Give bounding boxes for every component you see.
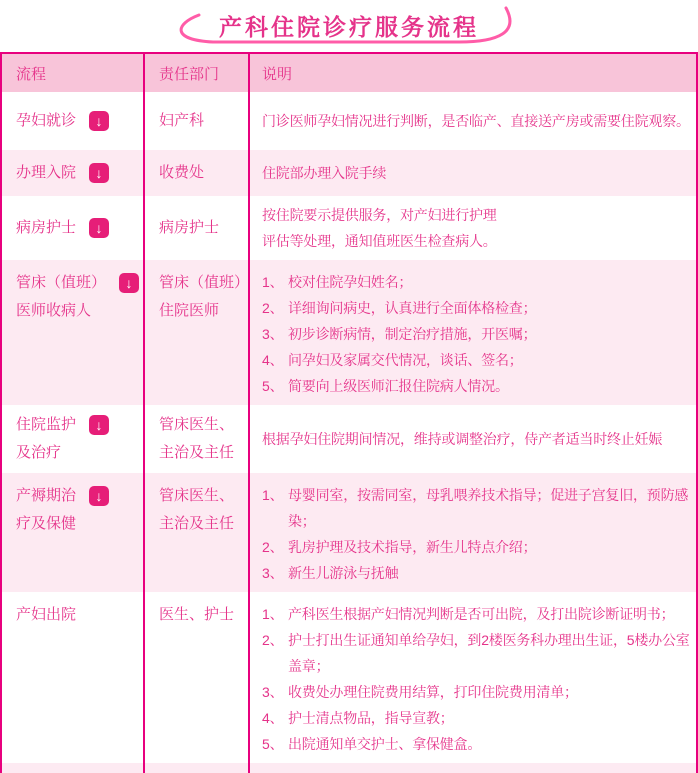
table-row — [2, 592, 696, 763]
description-item-number: 1、 — [262, 606, 284, 622]
department-cell — [145, 196, 250, 260]
description-item-text: 新生儿游泳与抚触 — [288, 565, 399, 581]
table-row — [2, 150, 696, 196]
down-arrow-icon: ↓ — [89, 218, 109, 238]
department-cell — [145, 92, 250, 150]
description-cell — [250, 260, 696, 405]
department-cell — [145, 150, 250, 196]
description-cell — [250, 592, 696, 763]
process-label-text: 住院监护 — [16, 416, 77, 433]
department-label-line: 管床医生、 — [159, 416, 235, 433]
description-item — [262, 731, 692, 757]
department-label-line: 主治及主任 — [159, 444, 235, 461]
description-item-number: 2、 — [262, 300, 284, 316]
process-label-line — [16, 411, 143, 439]
page-title-container — [169, 4, 529, 50]
table-row — [2, 473, 696, 592]
description-item — [262, 705, 692, 731]
department-label-line: 主治及主任 — [159, 515, 235, 532]
description-item-text: 收费处办理住院费用结算，打印住院费用清单； — [288, 684, 578, 700]
description-item — [262, 601, 692, 627]
process-table — [0, 52, 698, 773]
department-cell — [145, 592, 250, 763]
process-label-line — [16, 107, 143, 135]
down-arrow-icon: ↓ — [89, 163, 109, 183]
process-label-text: 及治疗 — [16, 444, 62, 461]
process-label-line — [16, 214, 143, 242]
description-item — [262, 228, 692, 254]
description-item-number: 3、 — [262, 684, 284, 700]
description-item — [262, 108, 692, 134]
description-item — [262, 534, 692, 560]
process-label-line — [16, 510, 143, 538]
table-row — [2, 405, 696, 473]
process-label-line — [16, 297, 143, 325]
process-label-text: 产妇出院 — [16, 606, 77, 623]
description-item — [262, 482, 692, 534]
table-partial-row — [2, 763, 696, 773]
department-cell — [145, 260, 250, 405]
description-item-text: 乳房护理及技术指导，新生儿特点介绍； — [288, 539, 537, 555]
process-cell — [2, 405, 145, 473]
department-cell — [145, 405, 250, 473]
process-label-line — [16, 269, 143, 297]
description-item — [262, 679, 692, 705]
process-label-text: 产褥期治 — [16, 487, 77, 504]
description-cell — [250, 150, 696, 196]
process-label-text: 病房护士 — [16, 219, 77, 236]
process-cell — [2, 473, 145, 592]
department-label-line: 收费处 — [159, 164, 205, 181]
description-item-text: 简要向上级医师汇报住院病人情况。 — [288, 378, 509, 394]
description-item-number: 1、 — [262, 274, 284, 290]
description-item-text: 初步诊断病情，制定治疗措施，开医嘱； — [288, 326, 537, 342]
description-item-number: 5、 — [262, 736, 284, 752]
description-item-text: 出院通知单交护士、拿保健盒。 — [288, 736, 482, 752]
description-item-number: 2、 — [262, 539, 284, 555]
table-body — [2, 92, 696, 763]
description-item — [262, 269, 692, 295]
description-item-text: 护士清点物品，指导宣教； — [288, 710, 454, 726]
down-arrow-icon: ↓ — [89, 486, 109, 506]
description-item-text: 门诊医师孕妇情况进行判断，是否临产、直接送产房或需要住院观察。 — [262, 113, 690, 129]
description-item-text: 校对住院孕妇姓名； — [288, 274, 413, 290]
description-item — [262, 560, 692, 586]
page — [0, 4, 698, 773]
description-cell — [250, 405, 696, 473]
process-label-line — [16, 159, 143, 187]
description-item — [262, 160, 692, 186]
description-item-text: 住院部办理入院手续 — [262, 165, 387, 181]
process-cell — [2, 92, 145, 150]
process-label-text: 管床（值班） — [16, 274, 107, 291]
description-item — [262, 321, 692, 347]
description-item-text: 详细询问病史，认真进行全面体格检查； — [288, 300, 537, 316]
description-item-number: 4、 — [262, 710, 284, 726]
description-item — [262, 426, 692, 452]
process-cell — [2, 196, 145, 260]
down-arrow-icon: ↓ — [89, 415, 109, 435]
process-label-text: 办理入院 — [16, 164, 77, 181]
department-label-line: 管床医生、 — [159, 487, 235, 504]
process-label-text: 医师收病人 — [16, 302, 92, 319]
process-label-line — [16, 601, 143, 629]
description-item-text: 根据孕妇住院期间情况，维持或调整治疗，侍产者适当时终止妊娠 — [262, 431, 663, 447]
description-item-number: 1、 — [262, 487, 284, 503]
description-item — [262, 202, 692, 228]
table-row — [2, 196, 696, 260]
description-item-number: 3、 — [262, 326, 284, 342]
department-label-line: 医生、护士 — [159, 606, 235, 623]
department-cell — [145, 473, 250, 592]
table-row — [2, 92, 696, 150]
process-label-line — [16, 439, 143, 467]
description-cell — [250, 473, 696, 592]
description-item-text: 按住院要示提供服务，对产妇进行护理 — [262, 207, 497, 223]
description-item-number: 2、 — [262, 632, 284, 648]
process-label-line — [16, 482, 143, 510]
process-cell — [2, 592, 145, 763]
table-header-row — [2, 54, 696, 92]
description-item — [262, 627, 692, 679]
department-label-line: 病房护士 — [159, 219, 220, 236]
process-cell — [2, 260, 145, 405]
description-item-text: 护士打出生证通知单给孕妇，到2楼医务科办理出生证，5楼办公室盖章； — [288, 632, 690, 674]
partial-department-cell — [145, 763, 250, 773]
description-item-number: 5、 — [262, 378, 284, 394]
partial-description-cell — [250, 763, 696, 773]
description-item — [262, 373, 692, 399]
description-item-text: 产科医生根据产妇情况判断是否可出院，及打出院诊断证明书； — [288, 606, 675, 622]
description-cell — [250, 196, 696, 260]
department-label-line: 管床（值班） — [159, 274, 250, 291]
header-department: 责任部门 — [145, 54, 250, 92]
down-arrow-icon: ↓ — [89, 111, 109, 131]
description-item-text: 问孕妇及家属交代情况，谈话、签名； — [288, 352, 523, 368]
description-item-number: 4、 — [262, 352, 284, 368]
header-process: 流程 — [2, 54, 145, 92]
partial-process-cell — [2, 763, 145, 773]
down-arrow-icon: ↓ — [119, 273, 139, 293]
process-label-text: 疗及保健 — [16, 515, 77, 532]
table-row — [2, 260, 696, 405]
description-item-text: 母婴同室，按需同室，母乳喂养技术指导；促进子宫复旧，预防感染； — [288, 487, 689, 529]
description-item-number: 3、 — [262, 565, 284, 581]
header-description: 说明 — [262, 65, 293, 83]
description-cell — [250, 92, 696, 150]
description-item-text: 评估等处理，通知值班医生检查病人。 — [262, 233, 497, 249]
department-label-line: 妇产科 — [159, 112, 205, 129]
process-cell — [2, 150, 145, 196]
description-item — [262, 347, 692, 373]
department-label-line: 住院医师 — [159, 302, 220, 319]
process-label-text: 孕妇就诊 — [16, 112, 77, 129]
page-title: 产科住院诊疗服务流程 — [219, 14, 479, 40]
description-item — [262, 295, 692, 321]
